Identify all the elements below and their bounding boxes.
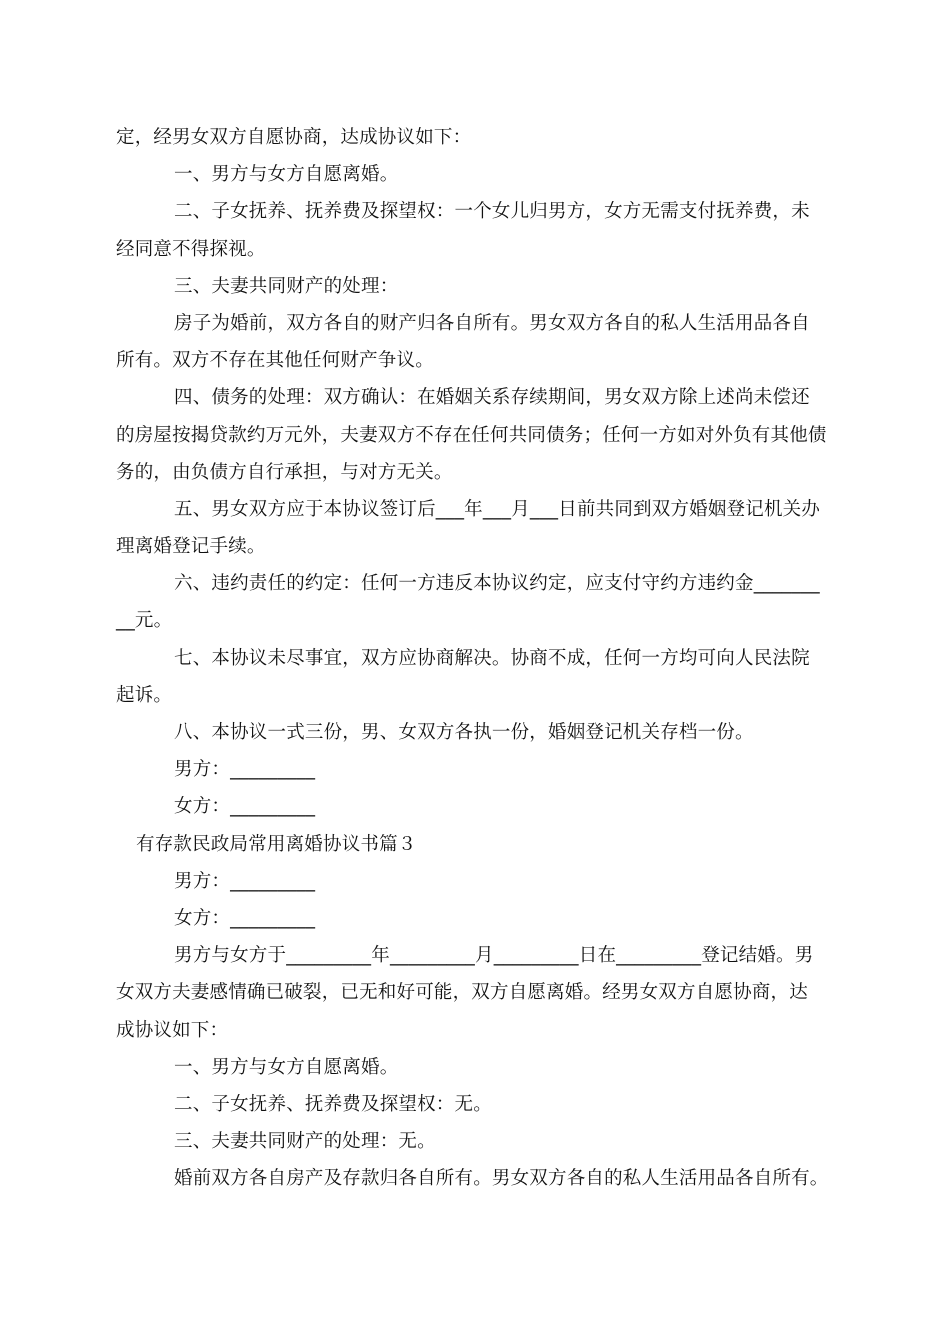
clause-4-cont-2: 务的，由负债方自行承担，与对方无关。 <box>116 461 453 483</box>
clause-3-b: 三、夫妻共同财产的处理：无。 <box>174 1131 436 1153</box>
signature-male: 男方：_________ <box>174 759 316 781</box>
clause-3: 三、夫妻共同财产的处理： <box>174 275 399 297</box>
property-line-b: 婚前双方各自房产及存款归各自所有。男女双方各自的私人生活用品各自所有。 <box>174 1168 829 1190</box>
property-line-cont: 所有。双方不存在其他任何财产争议。 <box>116 350 434 372</box>
clause-1: 一、男方与女方自愿离婚。 <box>174 164 399 186</box>
marriage-registration-cont: 女双方夫妻感情确已破裂，已无和好可能，双方自愿离婚。经男女双方自愿协商，达 <box>116 982 808 1004</box>
section-title: 有存款民政局常用离婚协议书篇３ <box>136 833 417 855</box>
party-male: 男方：_________ <box>174 870 316 892</box>
signature-female: 女方：_________ <box>174 796 316 818</box>
property-line: 房子为婚前，双方各自的财产归各自所有。男女双方各自的私人生活用品各自 <box>174 312 810 334</box>
document-body <box>116 119 846 1197</box>
clause-4-cont: 的房屋按揭贷款约万元外，夫妻双方不存在任何共同债务；任何一方如对外负有其他债 <box>116 424 827 446</box>
clause-2-cont: 经同意不得探视。 <box>116 238 266 260</box>
clause-8: 八、本协议一式三份，男、女双方各执一份，婚姻登记机关存档一份。 <box>174 722 754 743</box>
clause-2-b: 二、子女抚养、抚养费及探望权：无。 <box>174 1093 492 1115</box>
clause-7-cont: 起诉。 <box>116 684 173 706</box>
clause-7: 七、本协议未尽事宜，双方应协商解决。协商不成，任何一方均可向人民法院 <box>174 647 810 669</box>
marriage-registration: 男方与女方于_________年_________月_________日在_________登记结婚。男 <box>174 945 814 967</box>
party-female: 女方：_________ <box>174 907 316 929</box>
clause-5: 五、男女双方应于本协议签订后___年___月___日前共同到双方婚姻登记机关办 <box>174 498 821 520</box>
clause-5-cont: 理离婚登记手续。 <box>116 536 266 558</box>
clause-6: 六、违约责任的约定：任何一方违反本协议约定，应支付守约方违约金_______ <box>174 573 820 595</box>
marriage-registration-cont-2: 成协议如下： <box>116 1019 229 1041</box>
clause-2: 二、子女抚养、抚养费及探望权：一个女儿归男方，女方无需支付抚养费，未 <box>174 201 810 223</box>
clause-1-b: 一、男方与女方自愿离婚。 <box>174 1056 399 1078</box>
clause-4: 四、债务的处理：双方确认：在婚姻关系存续期间，男女双方除上述尚未偿还 <box>174 387 810 409</box>
paragraph-line: 定，经男女双方自愿协商，达成协议如下： <box>116 127 472 148</box>
clause-6-cont: __元。 <box>116 610 173 632</box>
